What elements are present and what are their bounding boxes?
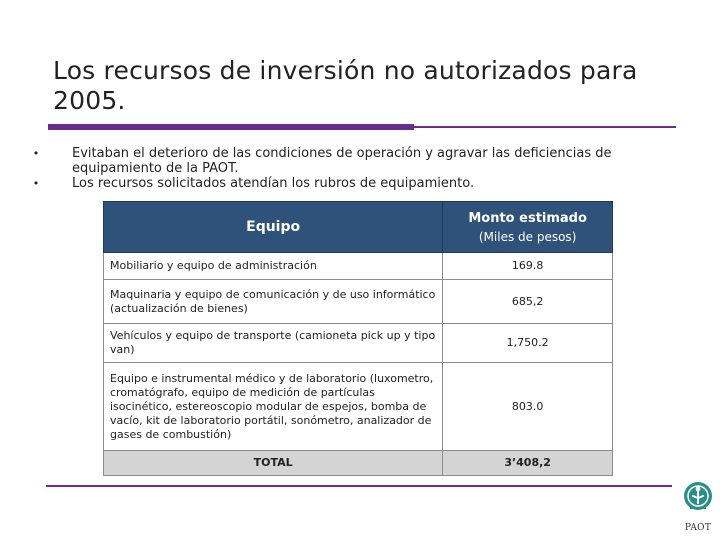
logo-text: PAOT xyxy=(684,523,712,533)
equipo-cell: Maquinaria y equipo de comunicación y de uso informático (actualización de bienes) xyxy=(104,280,443,324)
equipo-cell: Vehículos y equipo de transporte (camioneta pick up y tipo van) xyxy=(104,324,443,363)
bullet-item xyxy=(30,176,680,191)
bullet-dot-icon: • xyxy=(32,147,40,160)
header-equipo: Equipo xyxy=(104,202,443,253)
header-monto xyxy=(443,202,613,253)
total-value: 3’408,2 xyxy=(443,451,613,476)
table-row xyxy=(104,363,613,451)
footer-rule xyxy=(46,485,672,487)
header-monto-subtitle: (Miles de pesos) xyxy=(478,229,577,244)
equipo-cell: Mobiliario y equipo de administración xyxy=(104,253,443,280)
bullet-dot-icon: • xyxy=(32,177,40,190)
title-underline-thin xyxy=(414,126,676,128)
bullet-text: Evitaban el deterioro de las condiciones de operación y agravar las deficiencias de equipamiento de la PAOT. xyxy=(72,146,612,176)
table-header-row xyxy=(104,202,613,253)
equipment-table xyxy=(103,201,613,476)
monto-cell: 685,2 xyxy=(443,280,613,324)
bullet-list xyxy=(30,146,680,191)
monto-cell: 803.0 xyxy=(443,363,613,451)
table-row xyxy=(104,280,613,324)
table-row xyxy=(104,253,613,280)
title-underline-thick xyxy=(48,124,414,130)
table-row xyxy=(104,324,613,363)
table-total-row xyxy=(104,451,613,476)
monto-cell: 169.8 xyxy=(443,253,613,280)
equipo-cell: Equipo e instrumental médico y de laboratorio (luxometro, cromatógrafo, equipo de medición de partículas isocinético, estereoscopio modular de espejos, bomba de vacío, kit de laboratorio portátil, sonómetro, analizador de gases de combustión) xyxy=(104,363,443,451)
monto-cell: 1,750.2 xyxy=(443,324,613,363)
bullet-item xyxy=(30,146,680,176)
total-label: TOTAL xyxy=(104,451,443,476)
slide-title: Los recursos de inversión no autorizados para 2005. xyxy=(53,56,638,115)
bullet-text: Los recursos solicitados atendían los rubros de equipamiento. xyxy=(72,176,475,191)
header-monto-label: Monto estimado xyxy=(468,210,587,226)
